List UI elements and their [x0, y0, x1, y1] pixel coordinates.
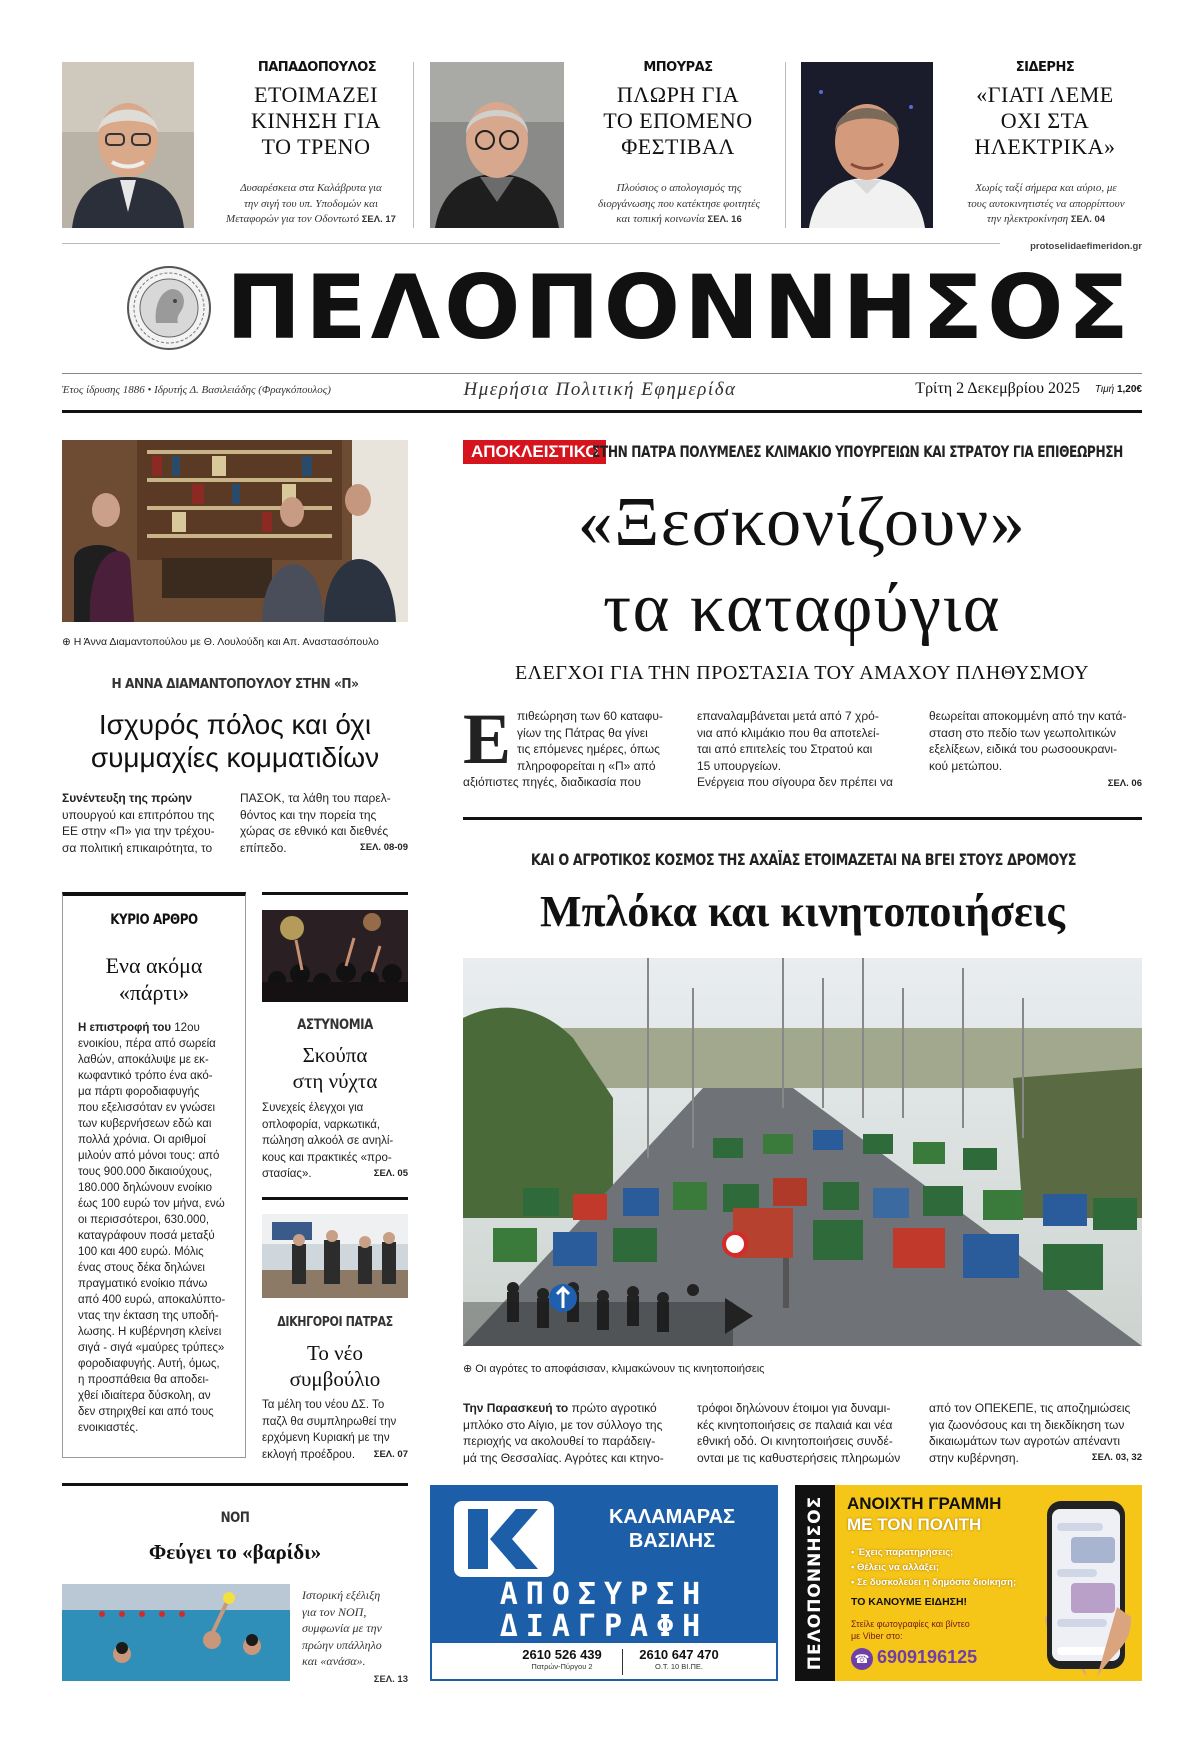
interview-body-col1: Συνέντευξη της πρώην υπουργού και επιτρόπου της ΕΕ στην «Π» για την τρέχου- σα πολιτική επικαιρότητα, το: [62, 791, 215, 855]
ad-kalamaras-contact-1[interactable]: 2610 526 439 Πατρών-Πύργου 2: [522, 1647, 602, 1671]
column-divider: [785, 62, 786, 228]
lawyers-photo[interactable]: [262, 1214, 408, 1298]
ad-kalamaras[interactable]: [430, 1485, 778, 1681]
farmers-photo[interactable]: [463, 958, 1142, 1346]
ad-hotline-phone[interactable]: 6909196125: [877, 1647, 978, 1667]
lawyers-headline[interactable]: Το νέο συμβούλιο: [289, 1341, 381, 1391]
ad-kalamaras-contact-divider: [622, 1649, 623, 1675]
ad-kalamaras-name: ΚΑΛΑΜΑΡΑΣ ΒΑΣΙΛΗΣ: [608, 1506, 736, 1552]
camera-icon: ⊕: [463, 1363, 473, 1375]
teaser-photo-bouras[interactable]: [430, 62, 564, 228]
dropcap: Ε: [463, 699, 512, 779]
interview-body-col2: ΠΑΣΟΚ, τα λάθη του παρελ- θόντος και την πορεία της χώρας σε εθνικό και διεθνές επίπεδο. ΣΕΛ. 08-09: [240, 791, 408, 855]
nop-photo[interactable]: [62, 1584, 290, 1681]
masthead-founded: Έτος ίδρυσης 1886 • Ιδρυτής Δ. Βασιλειάδης (Φραγκόπουλος): [62, 384, 331, 396]
lead-kicker: ΣΤΗΝ ΠΑΤΡΑ ΠΟΛΥΜΕΛΕΣ ΚΛΙΜΑΚΙΟ ΥΠΟΥΡΓΕΙΩΝ ΚΑΙ ΣΤΡΑΤΟΥ ΓΙΑ ΕΠΙΘΕΩΡΗΣΗ: [592, 442, 1123, 461]
teaser-headline[interactable]: ΕΤΟΙΜΑΖΕΙ ΚΙΝΗΣΗ ΓΙΑ ΤΟ ΤΡΕΝΟ: [250, 82, 382, 159]
ad-hotline-instructions: Στείλε φωτογραφίες και βίντεο με Viber στο:: [851, 1619, 970, 1641]
teaser-kicker: ΠΑΠΑΔΟΠΟΥΛΟΣ: [257, 60, 377, 75]
police-top-rule: [262, 892, 408, 895]
interview-headline[interactable]: Ισχυρός πόλος και όχι συμμαχίες κομματιδίων: [90, 709, 380, 773]
teaser-kicker: ΜΠΟΥΡΑΣ: [643, 60, 713, 75]
teaser-kicker: ΣΙΔΕΡΗΣ: [1015, 60, 1075, 75]
lead-body-col2: επαναλαμβάνεται μετά από 7 χρό- νια από κλιμάκιο που θα αποτελεί- ται από επιτελείς του Στρατού και 15 υπουργείων. Ενέργεια που σίγουρα δεν πρέπει να: [697, 709, 893, 789]
camera-icon: ⊕: [62, 636, 71, 648]
police-headline[interactable]: Σκούπα στη νύχτα: [292, 1043, 378, 1093]
masthead-title[interactable]: ΠΕΛΟΠΟΝΝΗΣΟΣ: [226, 256, 1133, 359]
teaser-summary: Πλούσιος ο απολογισμός της διοργάνωσης που κατέκτησε φοιτητές και τοπική κοινωνία ΣΕΛ. 16: [598, 182, 760, 225]
masthead-bottom-rule: [62, 410, 1142, 413]
teaser-headline[interactable]: ΠΛΩΡΗ ΓΙΑ ΤΟ ΕΠΟΜΕΝΟ ΦΕΣΤΙΒΑΛ: [603, 82, 753, 159]
farmers-kicker: ΚΑΙ Ο ΑΓΡΟΤΙΚΟΣ ΚΟΣΜΟΣ ΤΗΣ ΑΧΑΪΑΣ ΕΤΟΙΜΑΖΕΤΑΙ ΝΑ ΒΓΕΙ ΣΤΟΥΣ ΔΡΟΜΟΥΣ: [530, 850, 1077, 869]
ad-hotline-bullets: • Έχεις παρατηρήσεις; • Θέλεις να αλλάξει; • Σε δυσκολεύει η δημόσια διοίκηση;: [851, 1547, 1017, 1588]
lead-headline[interactable]: «Ξεσκονίζουν» τα καταφύγια: [577, 484, 1027, 647]
farmers-body-col3: από τον ΟΠΕΚΕΠΕ, τις αποζημιώσεις για ζωονόσους και τη διεκδίκηση των δικαιωμάτων των αγροτών απέναντι στην κυβέρνηση. ΣΕΛ. 03, 32: [929, 1401, 1142, 1465]
lawyers-kicker: ΔΙΚΗΓΟΡΟΙ ΠΑΤΡΑΣ: [277, 1314, 393, 1330]
farmers-body-col2: τρόφοι δηλώνουν έτοιμοι για δυναμι- κές κινητοποιήσεις σε παλαιά και νέα εθνική οδό. Οι κινητοποιήσεις συνδέ- ονται με τις καθυστερήσεις πληρωμών: [697, 1401, 901, 1465]
nop-body: Ιστορική εξέλιξη για τον ΝΟΠ, συμφωνία με την πρώην υπάλληλο και «ανάσα». ΣΕΛ. 13: [302, 1588, 408, 1685]
masthead-rule: [62, 373, 1142, 374]
ad-hotline[interactable]: [795, 1485, 1142, 1681]
exclusive-badge: ΑΠΟΚΛΕΙΣΤΙΚΟ: [463, 440, 606, 464]
source-watermark: protoselidaefimeridon.gr: [1000, 241, 1142, 252]
lead-body-col3: θεωρείται αποκομμένη από την κατά- σταση στο πεδίο των γεωπολιτικών εξελίξεων, ειδικά του ρωσοουκρανι- κού μετώπου. ΣΕΛ. 06: [929, 709, 1142, 789]
farmers-headline[interactable]: Μπλόκα και κινητοποιήσεις: [540, 887, 1065, 936]
interview-photo-caption: ⊕ Η Άννα Διαμαντοπούλου με Θ. Λουλούδη και Απ. Αναστασόπουλο: [62, 636, 379, 648]
lawyers-top-rule: [262, 1197, 408, 1200]
column-divider: [413, 62, 414, 228]
editorial-body: Η επιστροφή του 12ου ενοικίου, πέρα από σωρεία λαθών, αποκάλυψε με εκ- κωφαντικό τρόπο ένα ακό- μα πάρτι φοροδιαφυγής που εξελισσόταν εν γνώσει των κυβερνήσεων εδώ και πολλά χρόνια. Οι αριθμοί μιλούν από μόνοι τους: από τους 900.000 δικαιούχους, 180.000 δηλώνουν ενοίκιο έως 100 ευρώ τον μήνα, ενώ οι περισσότεροι, 630.000, καταγράφουν ποσά μεταξύ 100 και 400 ευρώ. Μόλις ένας στους δέκα δηλώνει πραγματικό ενοίκιο πάνω από 400 ευρώ, αποκαλύπτο- ντας την έκταση της υποδή- λωσης. Η κυβέρνηση κλείνει σιγά - σιγά «μαύρες τρύπες» φοροδιαφυγής. Αυτή, όμως, η προσπάθεια θα αποδει- χθεί ιδιαίτερα δύσκολη, αν δεν στηριχθεί και από τους ενοικιαστές.: [78, 1022, 226, 1434]
lead-subhead: ΕΛΕΓΧΟΙ ΓΙΑ ΤΗΝ ΠΡΟΣΤΑΣΙΑ ΤΟΥ ΑΜΑΧΟΥ ΠΛΗΘΥΣΜΟΥ: [514, 662, 1090, 684]
ad-hotline-cta: ΤΟ ΚΑΝΟΥΜΕ ΕΙΔΗΣΗ!: [851, 1596, 968, 1608]
lead-body-col1: Ε πιθεώρηση των 60 καταφυ- γίων της Πάτρας θα γίνει τις επόμενες ημέρες, όπως πληροφορείται η «Π» από αξιόπιστες πηγές, διαδικασία που: [463, 699, 663, 789]
teaser-summary: Δυσαρέσκεια στα Καλάβρυτα για την σιγή του υπ. Υποδομών και Μεταφορών για τον Οδοντωτό ΣΕΛ. 17: [226, 182, 396, 225]
kb-logo-icon: [454, 1501, 554, 1577]
editorial-headline[interactable]: Ενα ακόμα «πάρτι»: [105, 953, 203, 1005]
teaser-photo-papadopoulos[interactable]: [62, 62, 194, 228]
ad-hotline-side-label: ΠΕΛΟΠΟΝΝΗΣΟΣ: [795, 1485, 835, 1681]
police-body: Συνεχείς έλεγχοι για οπλοφορία, ναρκωτικά, πώληση αλκοόλ σε ανηλί- κους και πρακτικές «προ- στασίας». ΣΕΛ. 05: [262, 1102, 408, 1180]
ad-hotline-title: ΑΝΟΙΧΤΗ ΓΡΑΜΜΗ ΜΕ ΤΟΝ ΠΟΛΙΤΗ: [847, 1494, 1002, 1534]
phone-illustration: [1027, 1497, 1135, 1677]
viber-icon: ☎: [851, 1648, 873, 1670]
teaser-headline[interactable]: «ΓΙΑΤΙ ΛΕΜΕ ΟΧΙ ΣΤΑ ΗΛΕΚΤΡΙΚΑ»: [974, 82, 1116, 159]
masthead-tagline: Ημερήσια Πολιτική Εφημερίδα: [463, 379, 737, 400]
police-photo[interactable]: [262, 910, 408, 1002]
lead-bottom-rule: [463, 817, 1142, 820]
lawyers-body: Τα μέλη του νέου ΔΣ. Το παζλ θα συμπληρωθεί την ερχόμενη Κυριακή με την εκλογή προέδρου. ΣΕΛ. 07: [262, 1399, 408, 1461]
ad-kalamaras-contact-2[interactable]: 2610 647 470 Ο.Τ. 10 ΒΙ.ΠΕ.: [639, 1647, 719, 1671]
editorial-label: ΚΥΡΙΟ ΑΡΘΡΟ: [110, 912, 198, 928]
farmers-photo-caption: ⊕ Οι αγρότες το αποφάσισαν, κλιμακώνουν τις κινητοποιήσεις: [463, 1363, 765, 1375]
nop-headline[interactable]: Φεύγει το «βαρίδι»: [148, 1540, 322, 1564]
ad-kalamaras-services: ΑΠΟΣΥΡΣΗ ΔΙΑΓΡΑΦΗ: [499, 1577, 709, 1644]
interview-kicker: Η ΑΝΝΑ ΔΙΑΜΑΝΤΟΠΟΥΛΟΥ ΣΤΗΝ «Π»: [111, 676, 359, 692]
interview-photo[interactable]: [62, 440, 408, 622]
masthead-price: Τιμή 1,20€: [1094, 384, 1142, 395]
masthead-date: Τρίτη 2 Δεκεμβρίου 2025: [915, 380, 1080, 397]
nop-top-rule: [62, 1483, 408, 1486]
nop-kicker: ΝΟΠ: [220, 1510, 250, 1526]
police-kicker: ΑΣΤΥΝΟΜΙΑ: [297, 1017, 373, 1033]
masthead-emblem: [126, 265, 212, 351]
top-divider: [62, 243, 1142, 244]
teaser-summary: Χωρίς ταξί σήμερα και αύριο, με τους αυτοκινητιστές να απορρίπτουν την ηλεκτροκίνηση ΣΕΛ. 04: [967, 182, 1125, 225]
teaser-photo-sideris[interactable]: [801, 62, 933, 228]
farmers-body-col1: Την Παρασκευή το πρώτο αγροτικό μπλόκο στο Αίγιο, με τον σύλλογο της περιοχής να ακολουθεί το παράδειγ- μά της Θεσσαλίας. Αγρότες και κτηνο-: [463, 1401, 664, 1465]
